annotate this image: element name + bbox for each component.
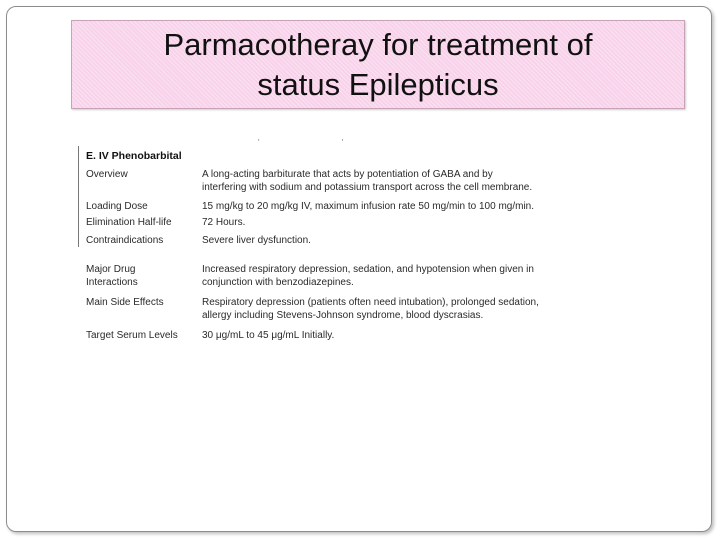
row-value-line: Increased respiratory depression, sedation, and hypotension when given in bbox=[202, 264, 534, 275]
row-value-line: 72 Hours. bbox=[202, 217, 246, 228]
table-row-side-effects bbox=[86, 296, 598, 322]
row-value bbox=[202, 263, 598, 289]
table-row-contraindications bbox=[86, 234, 598, 247]
table-row-loading-dose bbox=[86, 200, 598, 213]
scan-artifact-marks: ' ' bbox=[258, 138, 384, 147]
row-value-line: interfering with sodium and potassium transport across the cell membrane. bbox=[202, 182, 533, 193]
row-value-line: 15 mg/kg to 20 mg/kg IV, maximum infusion rate 50 mg/min to 100 mg/min. bbox=[202, 201, 535, 212]
row-label bbox=[86, 329, 202, 342]
row-label-line: Main Side Effects bbox=[86, 297, 164, 308]
row-value bbox=[202, 216, 598, 229]
row-value bbox=[202, 168, 598, 194]
row-value-line: Severe liver dysfunction. bbox=[202, 235, 311, 246]
upper-section bbox=[78, 146, 598, 247]
drug-info-table bbox=[78, 146, 598, 342]
row-label: Overview bbox=[86, 169, 128, 180]
table-row-serum-levels bbox=[86, 329, 598, 342]
row-value bbox=[202, 234, 598, 247]
row-value-line: conjunction with benzodiazepines. bbox=[202, 277, 354, 288]
table-row-interactions bbox=[86, 263, 598, 289]
row-value bbox=[202, 296, 598, 322]
slide-title-box bbox=[71, 20, 685, 109]
slide-title-line-2: status Epilepticus bbox=[257, 66, 499, 102]
row-label-line: Major Drug bbox=[86, 264, 136, 275]
row-label: Loading Dose bbox=[86, 201, 148, 212]
lower-section bbox=[78, 263, 598, 342]
row-value-line: Respiratory depression (patients often need intubation), prolonged sedation, bbox=[202, 297, 539, 308]
row-value-line: allergy including Stevens-Johnson syndrome, blood dyscrasias. bbox=[202, 310, 484, 321]
table-row-overview bbox=[86, 168, 598, 194]
row-label-line: Interactions bbox=[86, 277, 138, 288]
table-header: E. IV Phenobarbital bbox=[86, 150, 182, 162]
row-label-line: Target Serum Levels bbox=[86, 330, 178, 341]
row-value-line: A long-acting barbiturate that acts by potentiation of GABA and by bbox=[202, 169, 493, 180]
slide-title-line-1: Parmacotheray for treatment of bbox=[163, 26, 593, 62]
row-label: Elimination Half-life bbox=[86, 217, 172, 228]
row-label bbox=[86, 263, 202, 289]
row-value-line: 30 μg/mL to 45 μg/mL Initially. bbox=[202, 330, 335, 341]
row-value bbox=[202, 200, 598, 213]
row-value bbox=[202, 329, 598, 342]
table-row-half-life bbox=[86, 216, 598, 229]
row-label bbox=[86, 296, 202, 322]
row-label: Contraindications bbox=[86, 235, 164, 246]
